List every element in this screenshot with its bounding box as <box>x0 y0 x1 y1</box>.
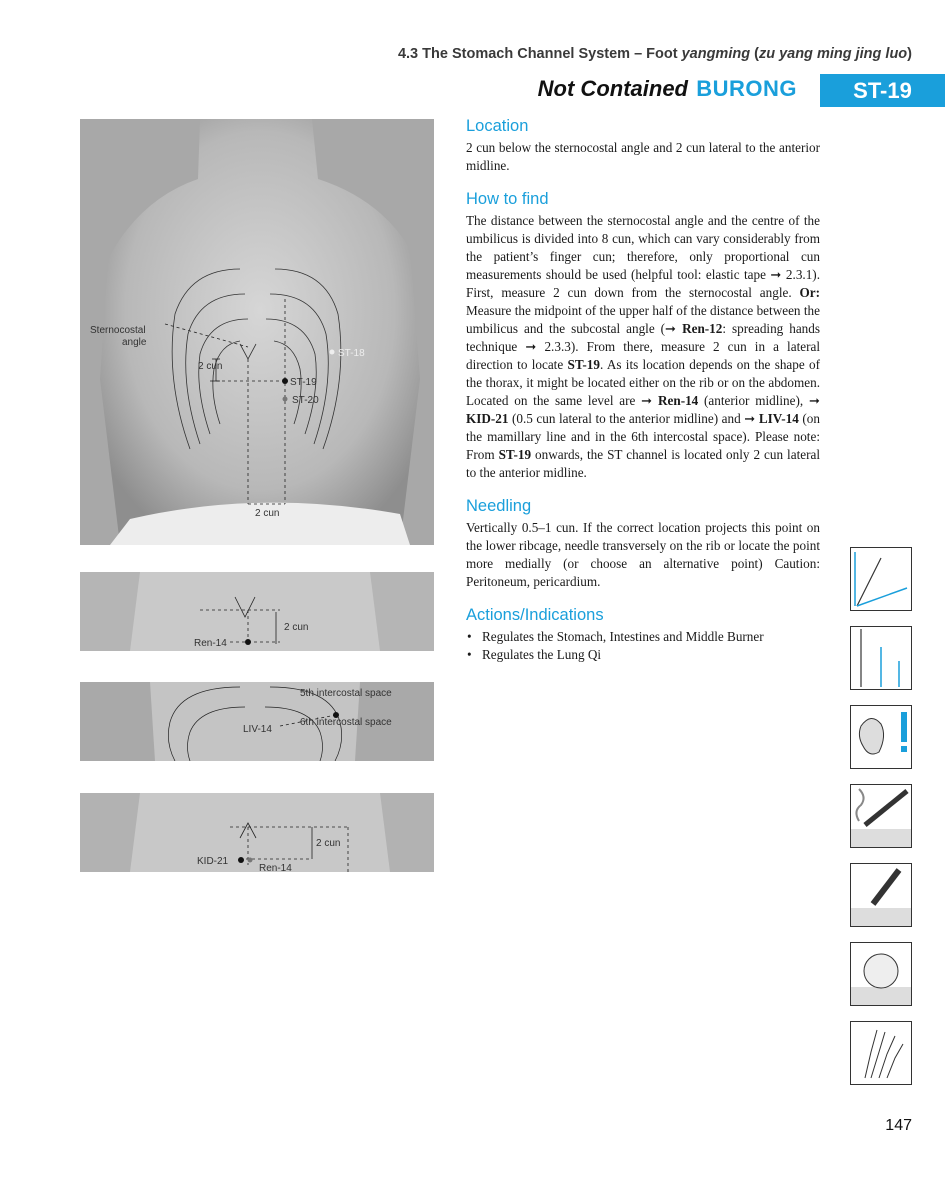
list-item: • Regulates the Lung Qi <box>466 646 820 664</box>
label-sternocostal: Sternocostal <box>90 325 146 336</box>
ren14-figure <box>80 572 434 651</box>
needling-heading: Needling <box>466 497 532 515</box>
label-ren14: Ren-14 <box>194 638 227 649</box>
list-item: • Regulates the Stomach, Intestines and Middle Burner <box>466 628 820 646</box>
label-2cun-left: 2 cun <box>198 361 223 372</box>
label-2cun-bottom: 2 cun <box>255 508 280 519</box>
title-chinese: BURONG <box>696 76 797 101</box>
point-code-badge: ST-19 <box>820 74 945 107</box>
chapter-header: 4.3 The Stomach Channel System – Foot yangming (zu yang ming jing luo) <box>397 46 912 62</box>
actions-list <box>466 628 820 664</box>
actions-heading: Actions/Indications <box>466 606 604 624</box>
label-st19: ST-19 <box>290 377 317 388</box>
label-liv14: LIV-14 <box>243 724 272 735</box>
label-angle: angle <box>122 337 147 348</box>
how-to-find-text: The distance between the sternocostal angle and the centre of the umbilicus is divided into 8 cun, which can vary considerably from the patient’s finger cun; therefore, only proportional cun measurements should be used (helpful tool: elastic tape ➞ 2.3.1). First, measure 2 cun down from the sternocostal angle. Or: Measure the midpoint of the upper half of the distance between the umbilicus and the subcostal angle (➞ Ren-12: spreading hands technique ➞ 2.3.3). From there, measure 2 cun in a lateral direction to locate ST-19. As its location depends on the shape of the thorax, it might be located either on the rib or on the abdomen. Located on the same level are ➞ Ren-14 (anterior midline), ➞ KID-21 (0.5 cun lateral to the anterior midline) and ➞ LIV-14 (on the mamillary line and in the 6th intercostal space). Please note: From ST-19 onwards, the ST channel is located only 2 cun lateral to the anterior midline. <box>466 213 821 480</box>
label-st18: ST-18 <box>338 348 365 359</box>
cupping-icon <box>850 942 912 1006</box>
text-column <box>466 116 820 664</box>
needling-text: Vertically 0.5–1 cun. If the correct location projects this point on the lower ribcage, needle transversely on the rib or locate the point more medially (or choose an alternative point) Caution: Peritoneum, pericardium. <box>466 520 820 589</box>
label-st20: ST-20 <box>292 395 319 406</box>
needle-angle-icon <box>850 547 912 611</box>
point-title <box>500 74 945 107</box>
needle-insertion-icon <box>850 863 912 927</box>
label-6th-intercostal: 6th intercostal space <box>300 717 392 728</box>
location-text: 2 cun below the sternocostal angle and 2 cun lateral to the anterior midline. <box>466 140 820 173</box>
liv14-figure <box>80 682 434 761</box>
location-heading: Location <box>466 117 529 135</box>
label-kid21: KID-21 <box>197 856 229 867</box>
hand-acupressure-icon <box>850 1021 912 1085</box>
label-5th-intercostal: 5th intercostal space <box>300 688 392 699</box>
moxibustion-icon <box>850 784 912 848</box>
page-number: 147 <box>885 1117 912 1134</box>
label-2cun: 2 cun <box>284 622 309 633</box>
label-2cun-fig4: 2 cun <box>316 838 341 849</box>
kid21-figure <box>80 793 434 872</box>
heart-caution-icon <box>850 705 912 769</box>
label-ren14-bottom: Ren-14 <box>259 863 292 872</box>
title-english: Not Contained <box>537 76 688 101</box>
needle-depth-icon <box>850 626 912 690</box>
torso-figure <box>80 119 434 545</box>
how-to-find-heading: How to find <box>466 190 549 208</box>
